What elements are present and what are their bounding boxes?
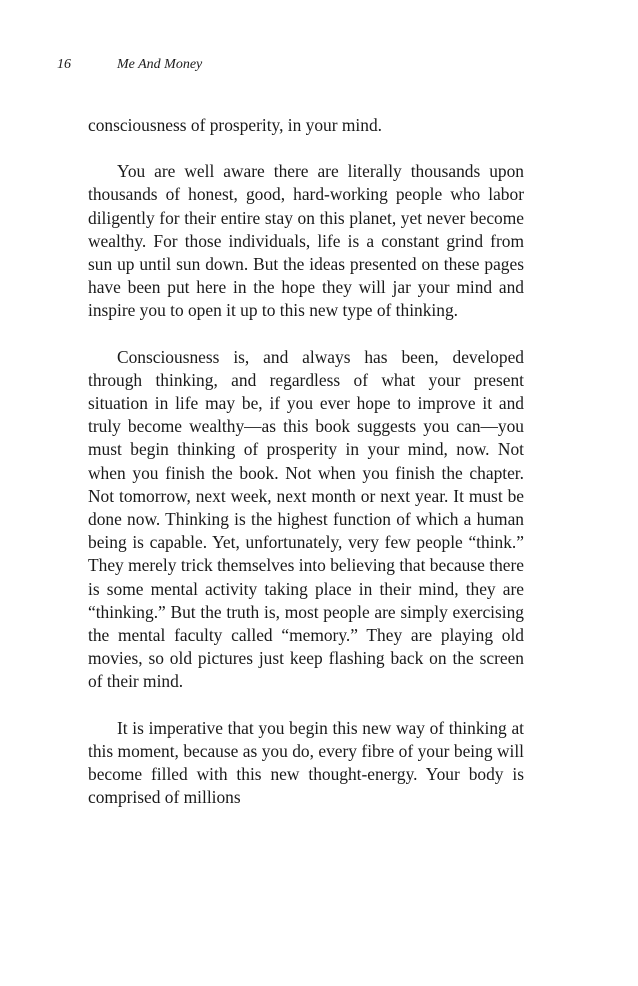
paragraph-continued: consciousness of prosperity, in your mind. — [88, 115, 382, 135]
paragraph: It is imperative that you begin this new way of thinking at this moment, because as you do, every fibre of your being will become filled with this new thought-energy. Your body is comprised of millions — [88, 717, 524, 808]
page-number: 16 — [57, 57, 71, 72]
book-title: Me And Money — [117, 57, 203, 72]
body-text — [88, 114, 524, 809]
running-head — [57, 57, 202, 73]
paragraph: You are well aware there are literally thousands upon thousands of honest, good, hard-working people who labor diligently for their entire stay on this planet, yet never become wealthy. For those individuals, life is a constant grind from sun up until sun down. But the ideas presented on these pages have been put here in the hope they will jar your mind and inspire you to open it up to this new type of thinking. — [88, 161, 524, 321]
paragraph: Consciousness is, and always has been, developed through thinking, and regardless of what your present situation in life may be, if you ever hope to improve it and truly become wealthy—as this book suggests you can—you must begin thinking of prosperity in your mind, now. Not when you finish the book. Not when you finish the chapter. Not tomorrow, next week, next month or next year. It must be done now. Thinking is the highest function of which a human being is capable. Yet, unfortunately, very few people “think.” They merely trick themselves into believing that because there is some mental activity taking place in their mind, they are “thinking.” But the truth is, most people are simply exercising the mental faculty called “memory.” They are playing old movies, so old pictures just keep flashing back on the screen of their mind. — [88, 346, 524, 692]
